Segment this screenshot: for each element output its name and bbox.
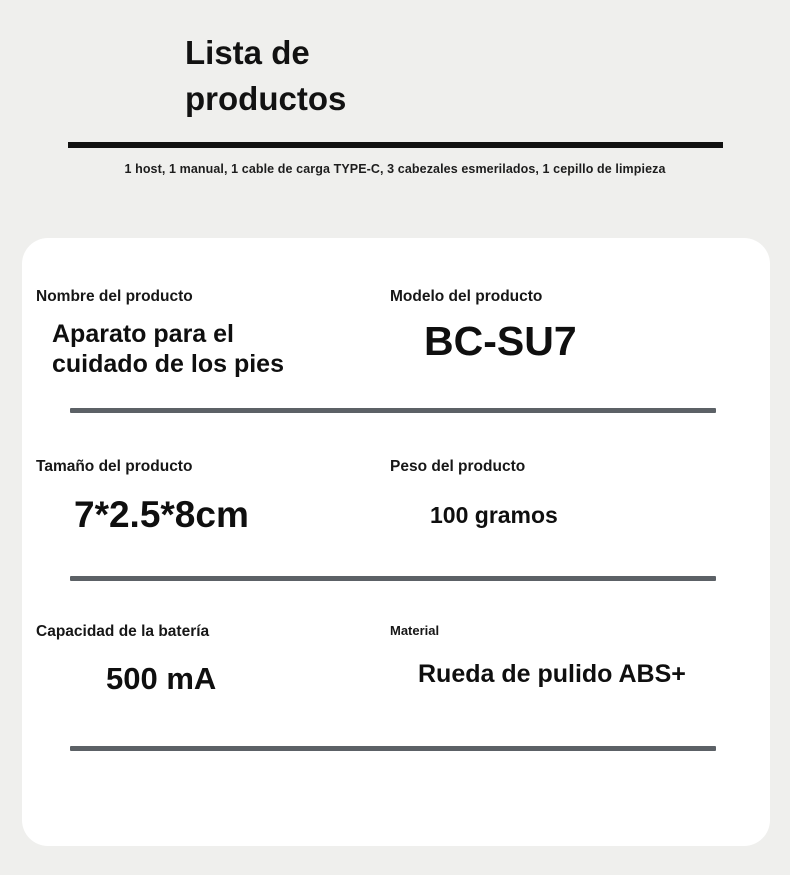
title-divider (68, 142, 723, 148)
spec-row-divider (70, 746, 716, 751)
spec-value (52, 320, 406, 379)
spec-value: 7*2.5*8cm (74, 494, 249, 535)
spec-row-divider (70, 576, 716, 581)
spec-value: 500 mA (106, 661, 217, 696)
spec-value: Rueda de pulido ABS+ (418, 660, 686, 688)
spec-label: Modelo del producto (390, 288, 543, 305)
spec-item-battery-capacity (36, 623, 406, 697)
page-title-line1: Lista de (185, 34, 310, 71)
page-header (0, 0, 790, 176)
spec-item-product-size (36, 458, 406, 537)
spec-item-product-name (36, 288, 406, 379)
spec-value: 100 gramos (430, 502, 558, 528)
spec-label: Peso del producto (390, 458, 526, 475)
spec-label: Material (390, 623, 440, 638)
spec-row-divider (70, 408, 716, 413)
spec-label: Nombre del producto (36, 288, 193, 305)
specs-grid (22, 238, 770, 846)
page-title (185, 30, 605, 121)
spec-value: BC-SU7 (424, 318, 577, 364)
spec-value-line1: Aparato para el (52, 320, 235, 348)
spec-item-product-weight (390, 458, 760, 528)
spec-item-material (390, 623, 760, 689)
spec-label: Capacidad de la batería (36, 623, 210, 640)
spec-label: Tamaño del producto (36, 458, 193, 475)
package-contents-text: 1 host, 1 manual, 1 cable de carga TYPE-C, 3 cabezales esmerilados, 1 cepillo de limpieza (124, 162, 666, 177)
specs-card (22, 238, 770, 846)
page-title-line2: productos (185, 79, 347, 117)
spec-item-product-model (390, 288, 760, 365)
spec-value-line2: cuidado de los pies (52, 349, 284, 378)
